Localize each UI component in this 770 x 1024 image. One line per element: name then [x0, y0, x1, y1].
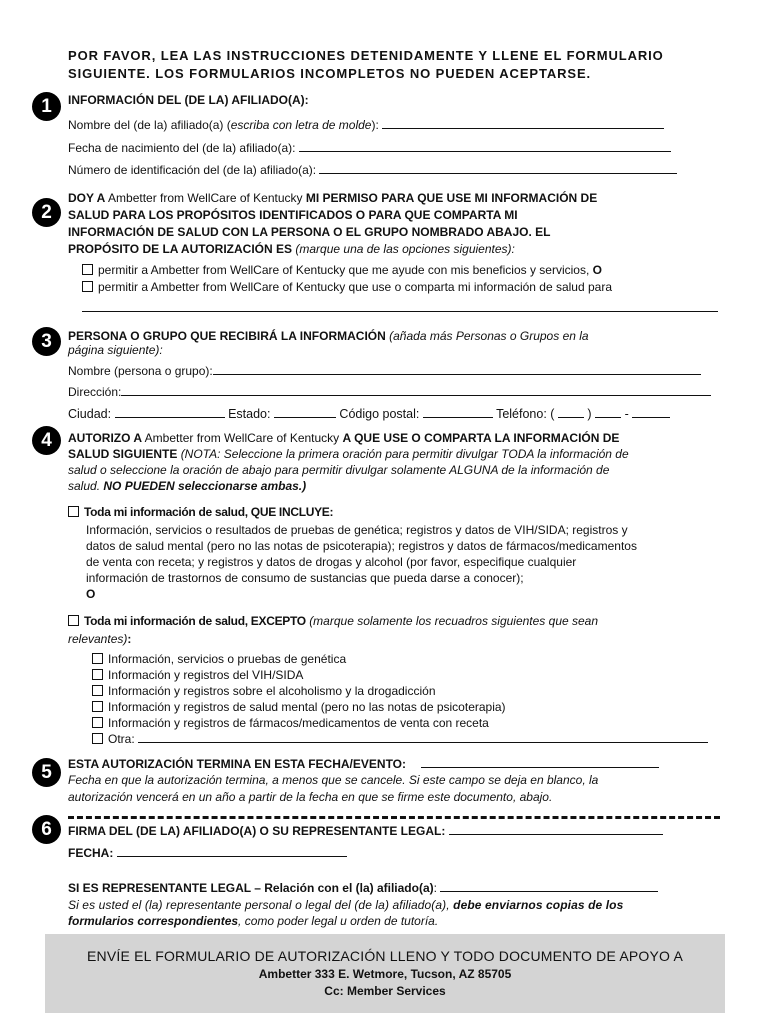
section-2-line-1: DOY A Ambetter from WellCare of Kentucky MI PERMISO PARA QUE USE MI INFORMACIÓN DE [68, 191, 598, 205]
except-item-hiv-checkbox[interactable] [92, 669, 103, 680]
date-blank[interactable] [117, 845, 347, 857]
except-option-continued: relevantes): [68, 632, 132, 646]
date-field[interactable]: FECHA: [68, 845, 347, 861]
recipient-address-field[interactable]: Dirección: [68, 384, 711, 400]
dashed-separator [68, 816, 720, 819]
form-instructions-header [68, 47, 738, 83]
except-item-alcohol[interactable]: Información y registros sobre el alcoholismo y la drogadicción [92, 683, 436, 699]
member-name-label: Nombre del (de la) afiliado(a) ( [68, 118, 231, 132]
phone-area-blank[interactable] [558, 406, 584, 418]
except-item-prescription[interactable]: Información y registros de fármacos/medicamentos de venta con receta [92, 715, 489, 731]
member-dob-field[interactable] [68, 140, 671, 156]
except-item-alcohol-checkbox[interactable] [92, 685, 103, 696]
recipient-address-blank[interactable] [121, 384, 711, 396]
representative-relation-blank[interactable] [440, 880, 658, 892]
all-info-desc-2: datos de salud mental (pero no las notas de psicoterapia); registros y datos de fármacos/medicamentos [86, 539, 637, 553]
except-checkbox[interactable] [68, 615, 79, 626]
company-name: Ambetter from WellCare of Kentucky [108, 191, 303, 205]
except-option[interactable]: Toda mi información de salud, EXCEPTO (marque solamente los recuadros siguientes que sean [68, 613, 598, 629]
expiration-field[interactable]: ESTA AUTORIZACIÓN TERMINA EN ESTA FECHA/EVENTO: [68, 756, 659, 772]
section-4-line-2: SALUD SIGUIENTE (NOTA: Seleccione la primera oración para permitir divulgar TODA la información de [68, 447, 629, 461]
expiration-note-1: Fecha en que la autorización termina, a menos que se cancele. Si este campo se deja en blanco, la [68, 773, 599, 787]
representative-note-2: formularios correspondientes, como poder legal u orden de tutoría. [68, 914, 439, 928]
section-1-title: INFORMACIÓN DEL (DE LA) AFILIADO(A): [68, 93, 309, 107]
expiration-note-2: autorización vencerá en un año a partir de la fecha en que se firme este documento, abajo. [68, 790, 553, 804]
all-info-desc-1: Información, servicios o resultados de pruebas de genética; registros y datos de VIH/SIDA; registros y [86, 523, 628, 537]
except-item-mental-health[interactable]: Información y registros de salud mental (pero no las notas de psicoterapia) [92, 699, 506, 715]
state-blank[interactable] [274, 406, 336, 418]
section-4-number: 4 [32, 426, 61, 455]
signature-field[interactable]: FIRMA DEL (DE LA) AFILIADO(A) O SU REPRESENTANTE LEGAL: [68, 823, 663, 839]
member-id-blank[interactable] [319, 162, 677, 174]
phone-line-blank[interactable] [632, 406, 670, 418]
signature-blank[interactable] [449, 823, 663, 835]
member-name-blank[interactable] [382, 117, 664, 129]
section-5-number: 5 [32, 758, 61, 787]
all-info-option[interactable]: Toda mi información de salud, QUE INCLUYE: [68, 504, 333, 520]
section-4-line-3: salud o seleccione la oración de abajo para permitir divulgar solamente ALGUNA de la información de [68, 463, 610, 477]
city-blank[interactable] [115, 406, 225, 418]
footer-cc: Cc: Member Services [324, 984, 446, 998]
header-line-2: SIGUIENTE. LOS FORMULARIOS INCOMPLETOS NO PUEDEN ACEPTARSE. [68, 66, 592, 81]
except-item-genetics-checkbox[interactable] [92, 653, 103, 664]
section-2-line-3: INFORMACIÓN DE SALUD CON LA PERSONA O EL GRUPO NOMBRADO ABAJO. EL [68, 225, 551, 239]
except-item-prescription-checkbox[interactable] [92, 717, 103, 728]
member-dob-blank[interactable] [299, 140, 671, 152]
section-6-number: 6 [32, 815, 61, 844]
all-info-desc-4: información de trastornos de consumo de sustancias que pueda darse a conocer); [86, 571, 524, 585]
zip-blank[interactable] [423, 406, 493, 418]
expiration-blank[interactable] [421, 756, 659, 768]
purpose-option-2-checkbox[interactable] [82, 281, 93, 292]
representative-relation-field[interactable]: SI ES REPRESENTANTE LEGAL – Relación con el (la) afiliado(a): [68, 880, 658, 896]
except-item-mental-health-checkbox[interactable] [92, 701, 103, 712]
except-item-other-checkbox[interactable] [92, 733, 103, 744]
section-1-number: 1 [32, 92, 61, 121]
all-info-checkbox[interactable] [68, 506, 79, 517]
purpose-blank[interactable] [82, 311, 718, 312]
except-item-genetics[interactable]: Información, servicios o pruebas de genética [92, 651, 346, 667]
section-3-number: 3 [32, 327, 61, 356]
section-4-line-1: AUTORIZO A Ambetter from WellCare of Kentucky A QUE USE O COMPARTA LA INFORMACIÓN DE [68, 431, 620, 445]
section-2-number: 2 [32, 198, 61, 227]
phone-prefix-blank[interactable] [595, 406, 621, 418]
section-4-line-4: salud. NO PUEDEN seleccionarse ambas.) [68, 479, 307, 493]
purpose-option-2[interactable]: permitir a Ambetter from WellCare of Kentucky que use o comparta mi información de salud para [82, 279, 612, 295]
except-item-other[interactable]: Otra: [92, 731, 708, 747]
except-item-hiv[interactable]: Información y registros del VIH/SIDA [92, 667, 303, 683]
member-name-hint: escriba con letra de molde [230, 118, 372, 132]
representative-note-1: Si es usted el (la) representante personal o legal del (de la) afiliado(a), debe enviarnos copias de los [68, 898, 624, 912]
all-info-or: O [86, 587, 96, 601]
recipient-city-row: Ciudad: Estado: Código postal: Teléfono: ( ) - [68, 406, 670, 422]
recipient-name-field[interactable]: Nombre (persona o grupo): [68, 363, 701, 379]
footer-address: Ambetter 333 E. Wetmore, Tucson, AZ 85705 [258, 967, 512, 981]
all-info-desc-3: de venta con receta; y registros y datos de drogas y alcohol (por favor, especifique cualquier [86, 555, 577, 569]
purpose-option-1-checkbox[interactable] [82, 264, 93, 275]
section-2-line-4: PROPÓSITO DE LA AUTORIZACIÓN ES (marque una de las opciones siguientes): [68, 242, 515, 256]
purpose-option-1[interactable]: permitir a Ambetter from WellCare of Kentucky que me ayude con mis beneficios y servicios, O [82, 262, 602, 278]
header-line-1: POR FAVOR, LEA LAS INSTRUCCIONES DETENIDAMENTE Y LLENE EL FORMULARIO [68, 48, 664, 63]
recipient-name-blank[interactable] [213, 363, 701, 375]
mailing-footer [45, 934, 725, 1013]
section-3-title-line: PERSONA O GRUPO QUE RECIBIRÁ LA INFORMACIÓN (añada más Personas o Grupos en la [68, 329, 589, 343]
footer-instruction: ENVÍE EL FORMULARIO DE AUTORIZACIÓN LLENO Y TODO DOCUMENTO DE APOYO A [87, 948, 683, 964]
member-name-field[interactable]: Nombre del (de la) afiliado(a) (escriba con letra de molde): [68, 117, 664, 133]
member-id-field[interactable] [68, 162, 677, 178]
member-id-label: Número de identificación del (de la) afiliado(a): [68, 163, 317, 177]
member-dob-label: Fecha de nacimiento del (de la) afiliado(a): [68, 141, 296, 155]
except-other-blank[interactable] [138, 731, 708, 743]
section-2-line-2: SALUD PARA LOS PROPÓSITOS IDENTIFICADOS O PARA QUE COMPARTA MI [68, 208, 518, 222]
section-3-title-continued: página siguiente): [68, 343, 163, 357]
